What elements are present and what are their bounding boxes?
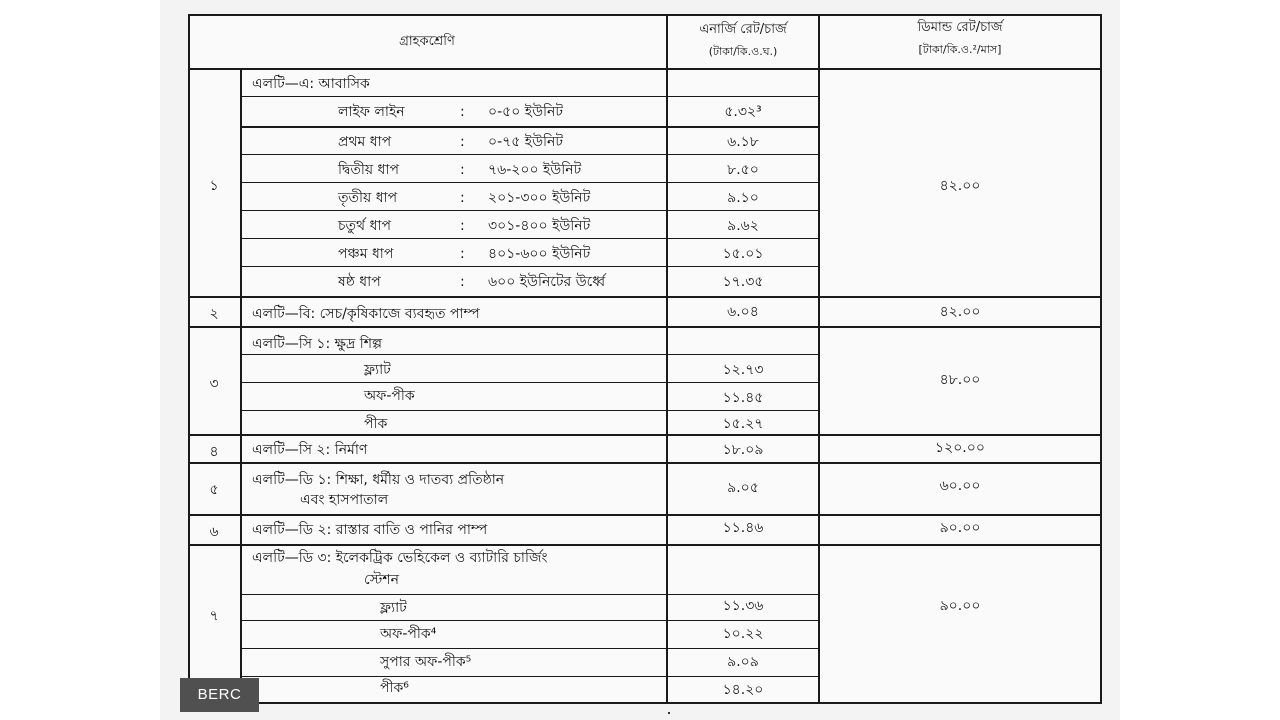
energy-rate: ১০.২২ xyxy=(722,626,764,642)
group-number: ২ xyxy=(209,306,219,322)
group-title: এলটি—এ: আবাসিক xyxy=(252,76,370,92)
energy-rate: ১১.৩৬ xyxy=(722,598,764,614)
header-demand-unit: [টাকা/কি.ও.²/মাস] xyxy=(918,43,1002,56)
tier-colon: : xyxy=(460,162,465,178)
tier-colon: : xyxy=(460,274,465,290)
energy-rate: ১৫.০১ xyxy=(722,246,764,262)
group-number: ৬ xyxy=(209,524,219,540)
energy-rate: ৬.১৮ xyxy=(727,134,759,150)
tier-label: চতুর্থ ধাপ xyxy=(338,218,391,234)
header-demand-title: ডিমান্ড রেট/চার্জ xyxy=(917,20,1003,35)
group-title: এলটি—ডি ৩: ইলেকট্রিক ভেহিকেল ও ব্যাটারি চার্জিং xyxy=(252,550,548,566)
tou-label: অফ-পীক⁴ xyxy=(380,626,437,642)
header-category: গ্রাহকশ্রেণি xyxy=(399,34,455,49)
group-number: ১ xyxy=(209,178,219,194)
tier-label: দ্বিতীয় ধাপ xyxy=(338,162,399,178)
tier-range: ৪০১-৬০০ ইউনিট xyxy=(488,246,591,262)
group-title: এলটি—সি ২: নির্মাণ xyxy=(252,442,368,458)
energy-rate: ৬.০৪ xyxy=(727,304,759,320)
tier-label: পঞ্চম ধাপ xyxy=(338,246,394,262)
tou-label: পীক⁶ xyxy=(380,680,409,696)
energy-rate: ৮.৫০ xyxy=(727,162,759,178)
tier-colon: : xyxy=(460,134,465,150)
group-title-continued: স্টেশন xyxy=(364,572,400,588)
demand-rate: ৯০.০০ xyxy=(939,520,981,536)
tier-range: ৬০০ ইউনিটের উর্ধ্বে xyxy=(488,274,606,290)
group-title: এলটি—ডি ১: শিক্ষা, ধর্মীয় ও দাতব্য প্রতিষ্ঠান xyxy=(252,472,505,488)
header-energy-title: এনার্জি রেট/চার্জ xyxy=(699,22,787,37)
demand-rate: ৯০.০০ xyxy=(939,598,981,614)
energy-rate: ৫.৩২³ xyxy=(724,104,762,120)
tier-range: ৭৬-২০০ ইউনিট xyxy=(488,162,582,178)
tier-label: লাইফ লাইন xyxy=(338,104,405,120)
tariff-table xyxy=(188,14,1102,704)
group-title-continued: এবং হাসপাতাল xyxy=(300,492,389,508)
group-number: ৫ xyxy=(209,482,219,498)
energy-rate: ৯.১০ xyxy=(727,190,759,206)
group-title: এলটি—সি ১: ক্ষুদ্র শিল্প xyxy=(252,336,383,352)
tier-colon: : xyxy=(460,246,465,262)
berc-watermark: BERC xyxy=(180,678,259,712)
tou-label: পীক xyxy=(364,416,388,432)
tou-label: সুপার অফ-পীক⁵ xyxy=(380,654,472,670)
tier-colon: : xyxy=(460,104,465,120)
tier-colon: : xyxy=(460,190,465,206)
tier-range: ২০১-৩০০ ইউনিট xyxy=(488,190,591,206)
energy-rate: ১১.৪৫ xyxy=(722,390,764,406)
tou-label: ফ্ল্যাট xyxy=(380,600,407,616)
energy-rate: ১২.৭৩ xyxy=(722,362,764,378)
energy-rate: ১৫.২৭ xyxy=(722,416,764,432)
tou-label: অফ-পীক xyxy=(364,388,415,404)
header-energy-unit: (টাকা/কি.ও.ঘ.) xyxy=(708,45,778,58)
energy-rate: ৯.৬২ xyxy=(727,218,759,234)
demand-rate: ৪২.০০ xyxy=(939,304,981,320)
energy-rate: ১৭.৩৫ xyxy=(722,274,764,290)
tier-label: প্রথম ধাপ xyxy=(338,134,392,150)
tier-colon: : xyxy=(460,218,465,234)
tier-label: তৃতীয় ধাপ xyxy=(338,190,398,206)
tier-range: ০-৭৫ ইউনিট xyxy=(488,134,563,150)
energy-rate: ৯.০৫ xyxy=(727,480,759,496)
energy-rate: ৯.০৯ xyxy=(727,654,759,670)
energy-rate: ১১.৪৬ xyxy=(722,520,764,536)
demand-rate: ৪২.০০ xyxy=(939,178,981,194)
tou-label: ফ্ল্যাট xyxy=(364,362,391,378)
demand-rate: ১২০.০০ xyxy=(935,440,985,456)
tier-range: ৩০১-৪০০ ইউনিট xyxy=(488,218,591,234)
group-number: ৩ xyxy=(209,376,219,392)
group-title: এলটি—ডি ২: রাস্তার বাতি ও পানির পাম্প xyxy=(252,522,488,538)
tier-range: ০-৫০ ইউনিট xyxy=(488,104,563,120)
demand-rate: ৪৮.০০ xyxy=(939,372,981,388)
group-number: ৪ xyxy=(209,444,219,460)
page-mark xyxy=(668,712,670,714)
tier-label: ষষ্ঠ ধাপ xyxy=(338,274,381,290)
demand-rate: ৬০.০০ xyxy=(939,478,981,494)
energy-rate: ১৪.২০ xyxy=(722,682,764,698)
group-number: ৭ xyxy=(209,608,219,624)
energy-rate: ১৮.০৯ xyxy=(722,442,764,458)
group-title: এলটি—বি: সেচ/কৃষিকাজে ব্যবহৃত পাম্প xyxy=(252,306,480,322)
